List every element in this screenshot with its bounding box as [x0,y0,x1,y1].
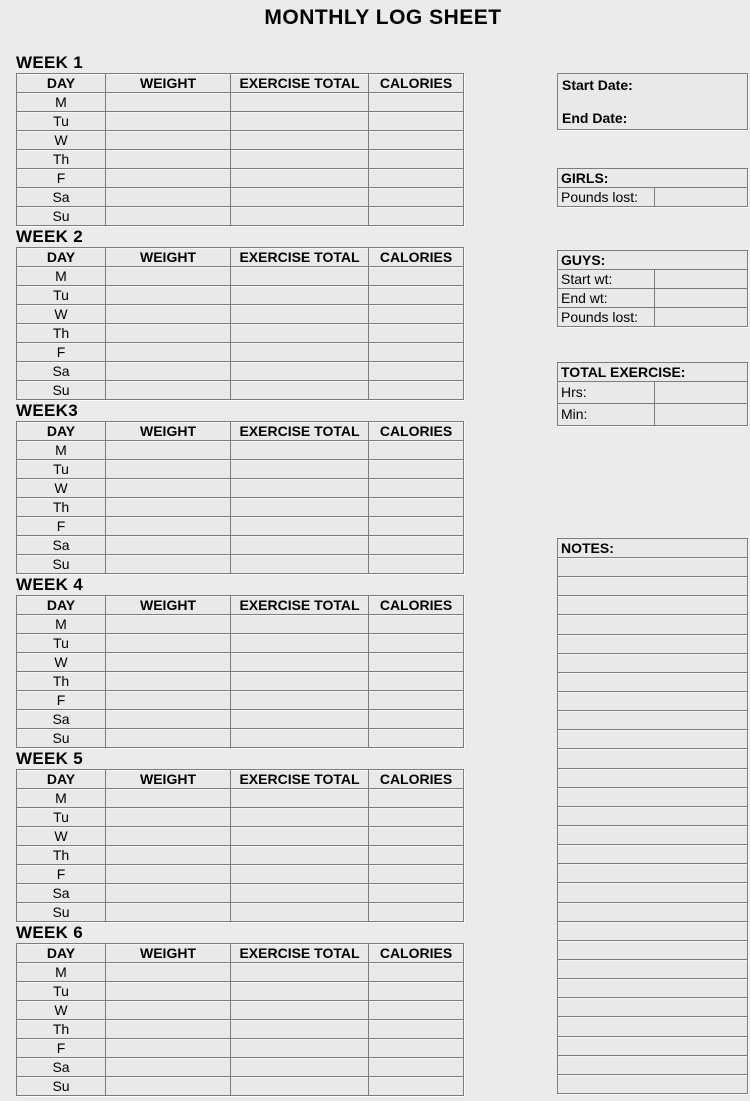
calories-cell[interactable] [369,207,464,226]
day-label: Th [17,846,106,865]
exercise-total-cell[interactable] [231,150,369,169]
week-title: WEEK 5 [16,749,83,768]
day-label: Su [17,381,106,400]
exercise-total-cell[interactable] [231,555,369,574]
page-title: MONTHLY LOG SHEET [264,6,502,29]
column-header-exercise-total: EXERCISE TOTAL [231,422,369,441]
day-label: Tu [17,112,106,131]
column-header-exercise-total: EXERCISE TOTAL [231,770,369,789]
note-line[interactable] [558,769,747,788]
day-label: F [17,865,106,884]
weight-cell[interactable] [106,729,231,748]
notes-box [557,538,748,1094]
column-header-exercise-total: EXERCISE TOTAL [231,248,369,267]
total-exercise-box-title: TOTAL EXERCISE: [561,364,686,380]
calories-cell[interactable] [369,517,464,536]
girls-box-row-value[interactable] [654,187,747,206]
exercise-total-cell[interactable] [231,169,369,188]
day-label: W [17,1001,106,1020]
notes-lines [558,558,747,1093]
exercise-total-cell[interactable] [231,1020,369,1039]
weight-cell[interactable] [106,615,231,634]
note-line[interactable] [558,711,747,730]
weight-cell[interactable] [106,789,231,808]
calories-cell[interactable] [369,691,464,710]
exercise-total-cell[interactable] [231,808,369,827]
calories-cell[interactable] [369,188,464,207]
day-label: Sa [17,536,106,555]
start-date-label: Start Date: [562,77,633,93]
note-line[interactable] [558,998,747,1017]
calories-cell[interactable] [369,672,464,691]
exercise-total-cell[interactable] [231,827,369,846]
exercise-total-cell[interactable] [231,884,369,903]
week-title: WEEK 2 [16,227,83,246]
calories-cell[interactable] [369,536,464,555]
end-date-value[interactable] [627,110,743,126]
note-line[interactable] [558,845,747,864]
exercise-total-cell[interactable] [231,441,369,460]
column-header-weight: WEIGHT [106,248,231,267]
weight-cell[interactable] [106,1039,231,1058]
note-line[interactable] [558,730,747,749]
weight-cell[interactable] [106,441,231,460]
exercise-total-cell[interactable] [231,1039,369,1058]
week-block [16,226,464,400]
exercise-total-cell[interactable] [231,324,369,343]
exercise-total-cell[interactable] [231,710,369,729]
column-header-calories: CALORIES [369,596,464,615]
column-header-exercise-total: EXERCISE TOTAL [231,596,369,615]
weight-cell[interactable] [106,286,231,305]
day-label: M [17,789,106,808]
weight-cell[interactable] [106,982,231,1001]
weight-cell[interactable] [106,555,231,574]
exercise-total-cell[interactable] [231,207,369,226]
day-label: Th [17,150,106,169]
exercise-total-cell[interactable] [231,479,369,498]
day-label: M [17,267,106,286]
calories-cell[interactable] [369,729,464,748]
note-line[interactable] [558,807,747,826]
exercise-total-cell[interactable] [231,729,369,748]
weight-cell[interactable] [106,207,231,226]
calories-cell[interactable] [369,112,464,131]
calories-cell[interactable] [369,1058,464,1077]
day-label: Tu [17,982,106,1001]
week-block [16,52,464,226]
column-header-day: DAY [17,248,106,267]
calories-cell[interactable] [369,634,464,653]
exercise-total-cell[interactable] [231,131,369,150]
exercise-total-cell[interactable] [231,982,369,1001]
weight-cell[interactable] [106,381,231,400]
column-header-calories: CALORIES [369,944,464,963]
exercise-total-cell[interactable] [231,672,369,691]
note-line[interactable] [558,558,747,577]
column-header-weight: WEIGHT [106,770,231,789]
weight-cell[interactable] [106,150,231,169]
note-line[interactable] [558,1017,747,1036]
day-label: Su [17,903,106,922]
calories-cell[interactable] [369,362,464,381]
note-line[interactable] [558,883,747,902]
day-label: M [17,93,106,112]
calories-cell[interactable] [369,381,464,400]
calories-cell[interactable] [369,789,464,808]
calories-cell[interactable] [369,865,464,884]
week-block [16,400,464,574]
note-line[interactable] [558,1075,747,1093]
calories-cell[interactable] [369,1077,464,1096]
weight-cell[interactable] [106,846,231,865]
notes-title: NOTES: [558,539,747,558]
day-label: Th [17,498,106,517]
weight-cell[interactable] [106,634,231,653]
day-label: Sa [17,710,106,729]
note-line[interactable] [558,903,747,922]
total-exercise-box-row-value[interactable] [654,403,747,425]
calories-cell[interactable] [369,286,464,305]
note-line[interactable] [558,615,747,634]
total-exercise-box-row-value[interactable] [654,381,747,403]
day-label: W [17,827,106,846]
guys-box-row-label: Pounds lost: [558,307,654,326]
calories-cell[interactable] [369,93,464,112]
day-label: Th [17,672,106,691]
girls-box-row-label: Pounds lost: [558,187,654,206]
exercise-total-cell[interactable] [231,267,369,286]
day-label: F [17,517,106,536]
day-label: M [17,963,106,982]
calories-cell[interactable] [369,963,464,982]
guys-box-row-label: End wt: [558,288,654,307]
total-exercise-box-row-label: Min: [558,403,654,425]
weight-cell[interactable] [106,343,231,362]
calories-cell[interactable] [369,1001,464,1020]
exercise-total-cell[interactable] [231,112,369,131]
column-header-weight: WEIGHT [106,596,231,615]
week-table [16,943,464,1096]
calories-cell[interactable] [369,131,464,150]
day-label: Sa [17,188,106,207]
calories-cell[interactable] [369,460,464,479]
day-label: Su [17,555,106,574]
week-title: WEEK3 [16,401,78,420]
column-header-exercise-total: EXERCISE TOTAL [231,944,369,963]
weight-cell[interactable] [106,324,231,343]
day-label: W [17,653,106,672]
calories-cell[interactable] [369,615,464,634]
note-line[interactable] [558,864,747,883]
exercise-total-cell[interactable] [231,343,369,362]
week-block [16,922,464,1096]
calories-cell[interactable] [369,846,464,865]
column-header-calories: CALORIES [369,770,464,789]
day-label: W [17,305,106,324]
exercise-total-cell[interactable] [231,789,369,808]
exercise-total-cell[interactable] [231,498,369,517]
exercise-total-cell[interactable] [231,1001,369,1020]
note-line[interactable] [558,979,747,998]
girls-box [557,168,748,207]
note-line[interactable] [558,577,747,596]
column-header-day: DAY [17,596,106,615]
day-label: F [17,169,106,188]
weight-cell[interactable] [106,517,231,536]
weight-cell[interactable] [106,903,231,922]
column-header-day: DAY [17,74,106,93]
calories-cell[interactable] [369,827,464,846]
column-header-day: DAY [17,770,106,789]
weight-cell[interactable] [106,1020,231,1039]
day-label: Sa [17,362,106,381]
calories-cell[interactable] [369,305,464,324]
note-line[interactable] [558,673,747,692]
column-header-day: DAY [17,422,106,441]
start-date-row [562,77,743,93]
weight-cell[interactable] [106,1058,231,1077]
weight-cell[interactable] [106,808,231,827]
day-label: M [17,441,106,460]
week-table [16,769,464,922]
calories-cell[interactable] [369,343,464,362]
day-label: Su [17,207,106,226]
day-label: M [17,615,106,634]
calories-cell[interactable] [369,324,464,343]
weight-cell[interactable] [106,691,231,710]
day-label: Tu [17,634,106,653]
week-table [16,595,464,748]
exercise-total-cell[interactable] [231,1077,369,1096]
column-header-calories: CALORIES [369,74,464,93]
note-line[interactable] [558,960,747,979]
weight-cell[interactable] [106,131,231,150]
day-label: Sa [17,1058,106,1077]
exercise-total-cell[interactable] [231,653,369,672]
week-table [16,247,464,400]
weight-cell[interactable] [106,710,231,729]
calories-cell[interactable] [369,710,464,729]
exercise-total-cell[interactable] [231,903,369,922]
note-line[interactable] [558,788,747,807]
calories-cell[interactable] [369,555,464,574]
start-date-value[interactable] [633,77,743,93]
girls-box-title: GIRLS: [561,170,609,186]
weight-cell[interactable] [106,672,231,691]
total-exercise-box [557,362,748,426]
calories-cell[interactable] [369,884,464,903]
note-line[interactable] [558,654,747,673]
weeks-column [16,52,464,1096]
week-title: WEEK 1 [16,53,83,72]
exercise-total-cell[interactable] [231,93,369,112]
column-header-calories: CALORIES [369,248,464,267]
guys-box-title: GUYS: [561,252,606,268]
weight-cell[interactable] [106,112,231,131]
day-label: Tu [17,808,106,827]
weight-cell[interactable] [106,963,231,982]
guys-box-row-value[interactable] [654,269,747,288]
weight-cell[interactable] [106,1001,231,1020]
guys-box-row-value[interactable] [654,288,747,307]
exercise-total-cell[interactable] [231,1058,369,1077]
calories-cell[interactable] [369,441,464,460]
note-line[interactable] [558,635,747,654]
day-label: F [17,343,106,362]
column-header-weight: WEIGHT [106,422,231,441]
weight-cell[interactable] [106,93,231,112]
day-label: Th [17,1020,106,1039]
week-title: WEEK 4 [16,575,83,594]
weight-cell[interactable] [106,865,231,884]
exercise-total-cell[interactable] [231,188,369,207]
note-line[interactable] [558,749,747,768]
calories-cell[interactable] [369,150,464,169]
week-title: WEEK 6 [16,923,83,942]
exercise-total-cell[interactable] [231,460,369,479]
calories-cell[interactable] [369,982,464,1001]
guys-box-row-label: Start wt: [558,269,654,288]
weight-cell[interactable] [106,498,231,517]
weight-cell[interactable] [106,827,231,846]
weight-cell[interactable] [106,653,231,672]
exercise-total-cell[interactable] [231,691,369,710]
day-label: F [17,1039,106,1058]
exercise-total-cell[interactable] [231,381,369,400]
weight-cell[interactable] [106,188,231,207]
exercise-total-cell[interactable] [231,536,369,555]
day-label: Tu [17,460,106,479]
exercise-total-cell[interactable] [231,517,369,536]
column-header-weight: WEIGHT [106,944,231,963]
day-label: W [17,131,106,150]
day-label: Sa [17,884,106,903]
weight-cell[interactable] [106,460,231,479]
note-line[interactable] [558,692,747,711]
note-line[interactable] [558,1056,747,1075]
end-date-row [562,110,743,126]
day-label: Tu [17,286,106,305]
week-block [16,748,464,922]
weight-cell[interactable] [106,267,231,286]
day-label: F [17,691,106,710]
calories-cell[interactable] [369,479,464,498]
note-line[interactable] [558,596,747,615]
day-label: Su [17,1077,106,1096]
exercise-total-cell[interactable] [231,305,369,324]
calories-cell[interactable] [369,1020,464,1039]
exercise-total-cell[interactable] [231,865,369,884]
weight-cell[interactable] [106,169,231,188]
calories-cell[interactable] [369,1039,464,1058]
weight-cell[interactable] [106,884,231,903]
end-date-label: End Date: [562,110,628,126]
note-line[interactable] [558,922,747,941]
week-table [16,421,464,574]
exercise-total-cell[interactable] [231,634,369,653]
column-header-day: DAY [17,944,106,963]
day-label: Th [17,324,106,343]
week-table [16,73,464,226]
column-header-calories: CALORIES [369,422,464,441]
exercise-total-cell[interactable] [231,362,369,381]
column-header-weight: WEIGHT [106,74,231,93]
week-block [16,574,464,748]
note-line[interactable] [558,941,747,960]
day-label: W [17,479,106,498]
weight-cell[interactable] [106,536,231,555]
weight-cell[interactable] [106,1077,231,1096]
guys-box [557,250,748,327]
weight-cell[interactable] [106,305,231,324]
note-line[interactable] [558,1037,747,1056]
exercise-total-cell[interactable] [231,963,369,982]
day-label: Su [17,729,106,748]
guys-box-row-value[interactable] [654,307,747,326]
note-line[interactable] [558,826,747,845]
calories-cell[interactable] [369,169,464,188]
calories-cell[interactable] [369,903,464,922]
column-header-exercise-total: EXERCISE TOTAL [231,74,369,93]
calories-cell[interactable] [369,498,464,517]
exercise-total-cell[interactable] [231,846,369,865]
total-exercise-box-row-label: Hrs: [558,381,654,403]
date-range-box [557,73,748,130]
exercise-total-cell[interactable] [231,286,369,305]
weight-cell[interactable] [106,362,231,381]
calories-cell[interactable] [369,653,464,672]
weight-cell[interactable] [106,479,231,498]
calories-cell[interactable] [369,267,464,286]
calories-cell[interactable] [369,808,464,827]
exercise-total-cell[interactable] [231,615,369,634]
